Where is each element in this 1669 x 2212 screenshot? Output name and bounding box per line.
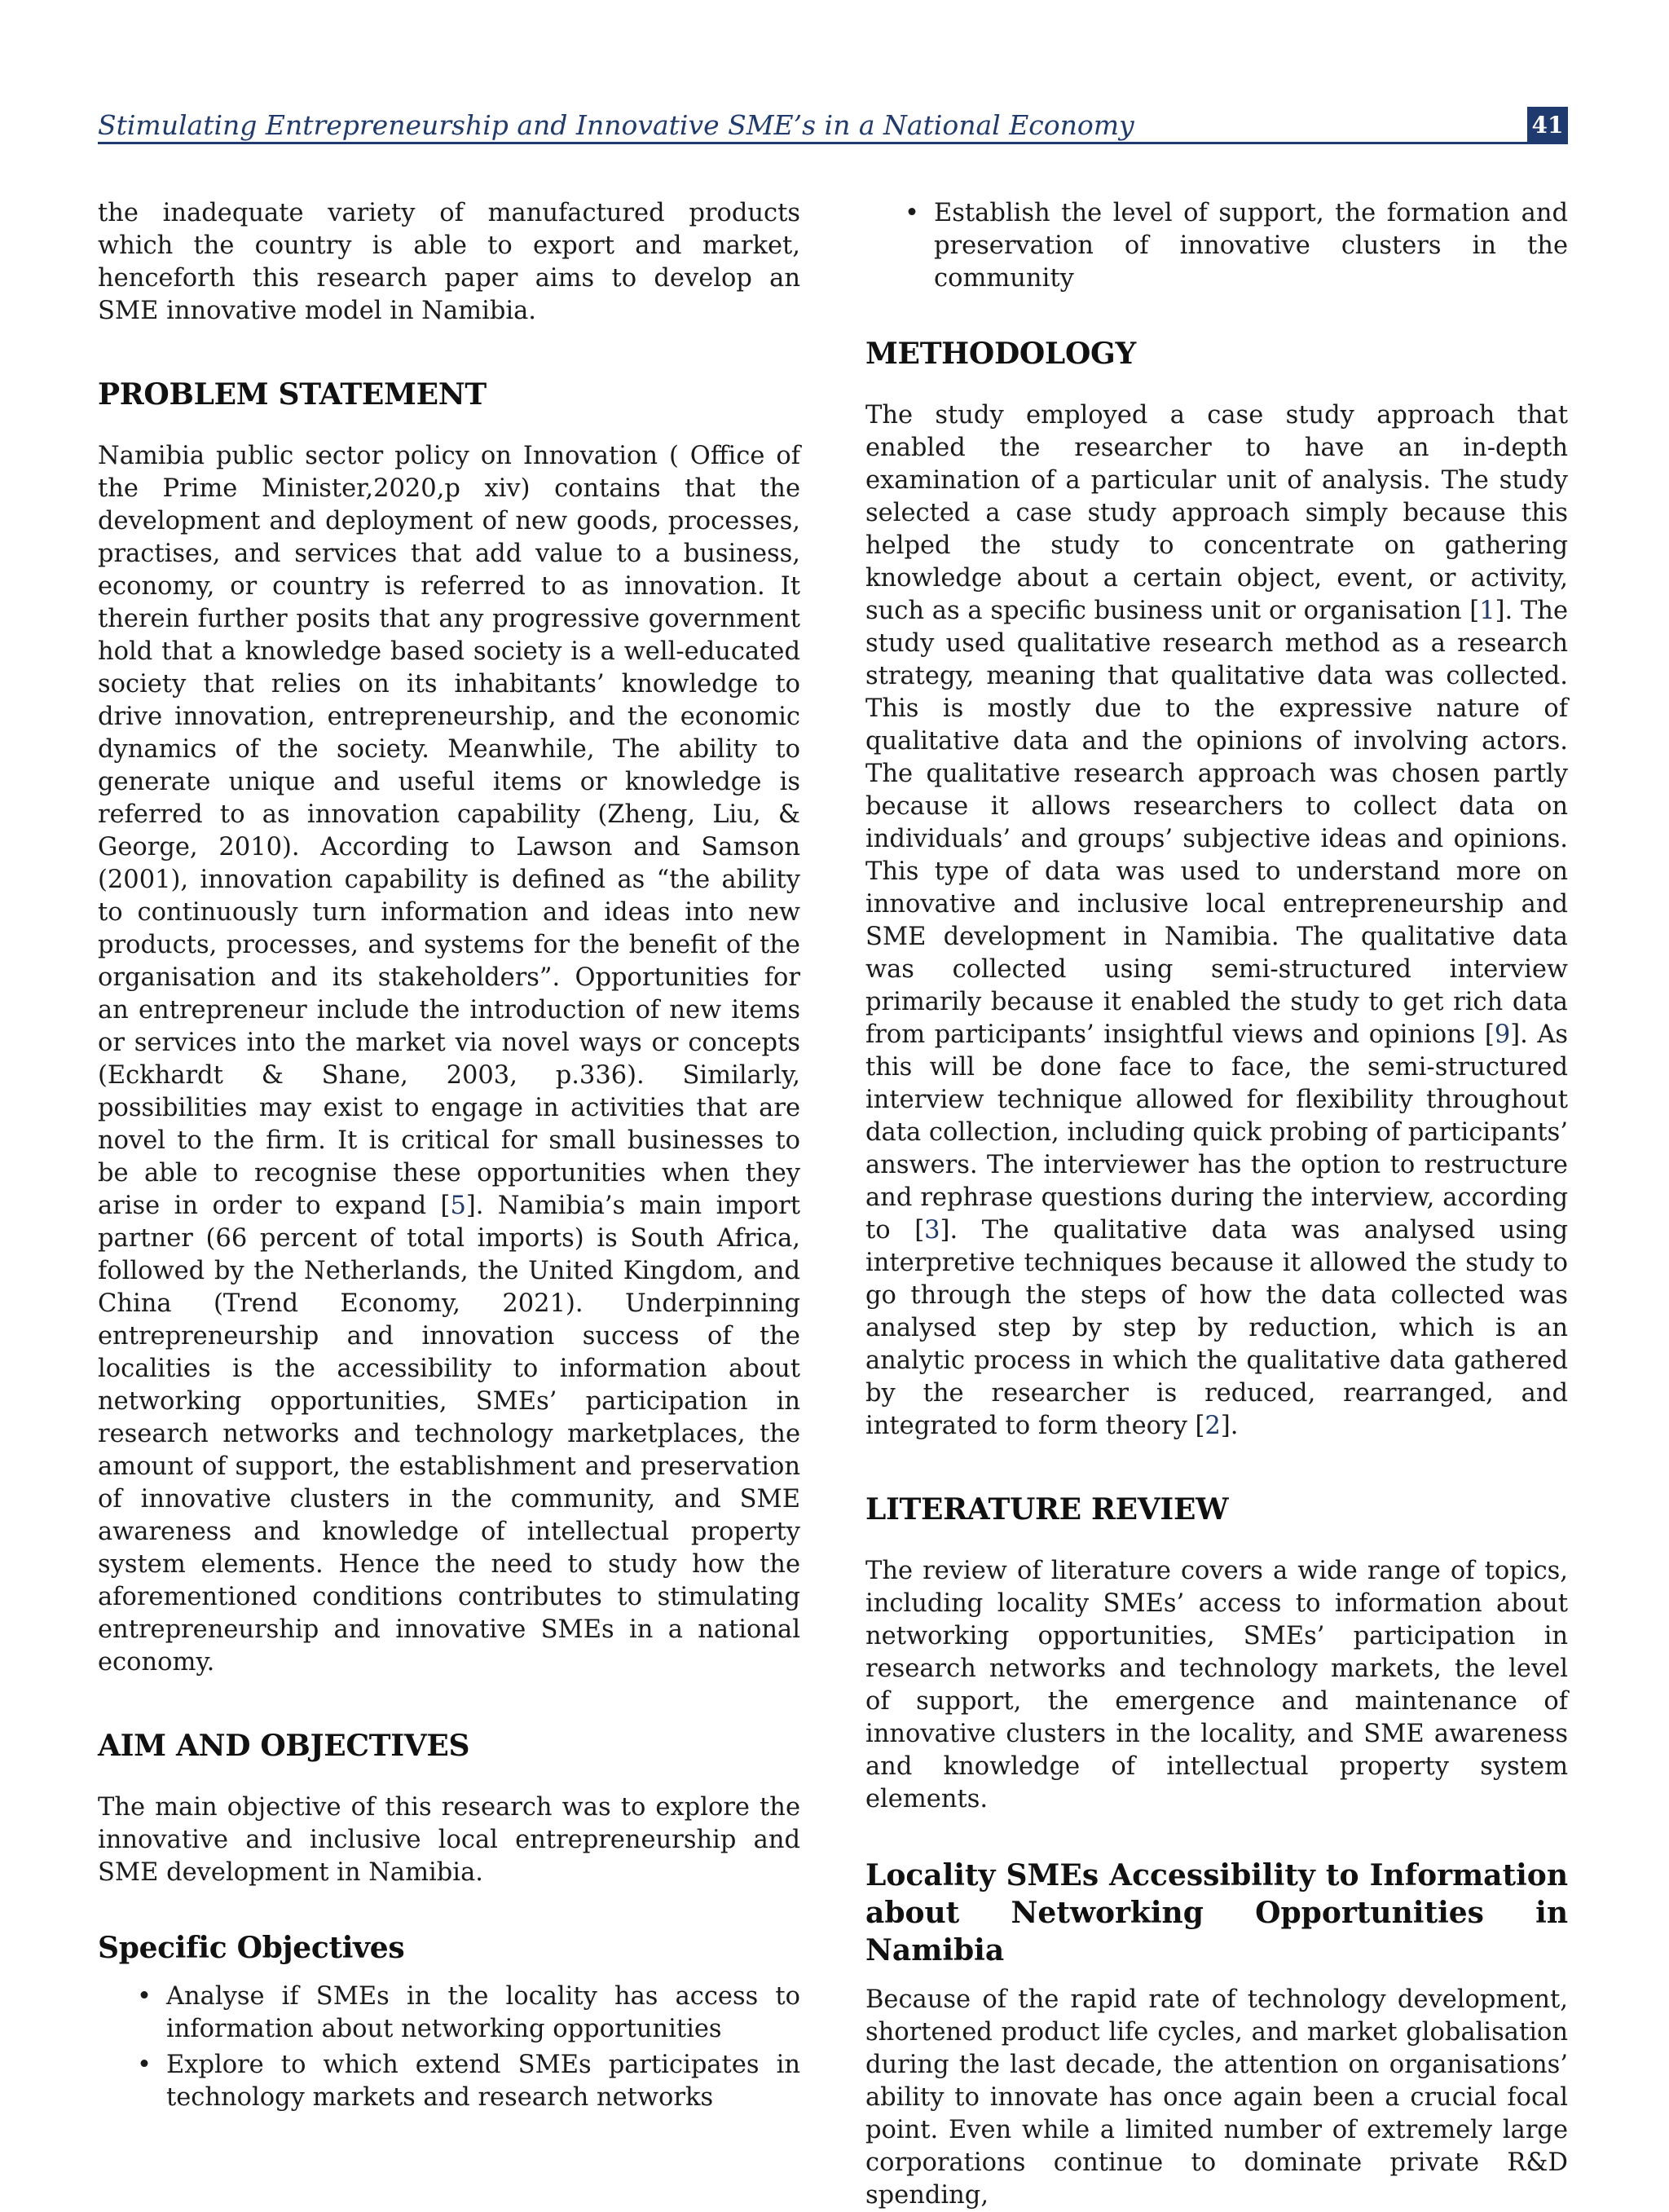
locality-smes-paragraph: Because of the rapid rate of technology development, shortened product life cycles, and market globalisation during the last decade, the attention on organisations’ ability to innovate has once again been a crucial focal point. Even while a limited number of extremely large corporations continue to dominate private R&D spending, [865, 1985, 1568, 2210]
intro-paragraph: the inadequate variety of manufactured products which the country is able to export and market, henceforth this research paper aims to develop an SME innovative model in Namibia. [98, 199, 800, 325]
citation-link[interactable]: 9 [1494, 1020, 1511, 1049]
citation-link[interactable]: 1 [1479, 597, 1495, 625]
problem-statement-heading: PROBLEM STATEMENT [98, 377, 487, 412]
methodology-text-part3: ]. As this will be done face to face, the semi-structured interview technique allowed for flexibility throughout data collection, including quick probing of participants’ answers. The interviewer has the option to restructure and rephrase questions during the interview, according to [ [865, 1020, 1568, 1245]
methodology-text-part1: The study employed a case study approach that enabled the researcher to have an in-depth examination of a particular unit of analysis. The study selected a case study approach simply because this helped the study to concentrate on gathering knowledge about a certain object, event, or activity, such as a specific business unit or organisation [ [865, 401, 1568, 625]
methodology-paragraph [865, 399, 1568, 1443]
list-item [98, 2049, 800, 2114]
problem-text-part2: ]. Namibia’s main import partner (66 percent of total imports) is South Africa, followed by the Netherlands, the United Kingdom, and China (Trend Economy, 2021). Underpinning entrepreneurship and innovation success of the localities is the accessibility to information about networking opportunities, SMEs’ participation in research networks and technology marketplaces, the amount of support, the establishment and preservation of innovative clusters in the community, and SME awareness and knowledge of intellectual property system elements. Hence the need to study how the aforementioned conditions contributes to stimulating entrepreneurship and innovative SMEs in a national economy. [98, 1192, 800, 1677]
left-column [98, 197, 800, 2114]
citation-link[interactable]: 2 [1204, 1412, 1221, 1440]
methodology-text-part5: ]. [1220, 1412, 1239, 1440]
aim-paragraph: The main objective of this research was to explore the innovative and inclusive local entrepreneurship and SME development in Namibia. [98, 1793, 800, 1887]
methodology-text-part4: ]. The qualitative data was analysed using interpretive techniques because it allowed the study to go through the steps of how the data collected was analysed step by step by reduction, which is an analytic process in which the qualitative data gathered by the researcher is reduced, rearranged, and integrated to form theory [ [865, 1216, 1568, 1440]
list-item-text: Establish the level of support, the formation and preservation of innovative clusters in the community [934, 199, 1568, 293]
objectives-list [98, 1981, 800, 2114]
running-header [98, 99, 1568, 144]
bullet-icon: • [137, 1982, 152, 2011]
locality-smes-subheading: Locality SMEs Accessibility to Information about Networking Opportunities in Namibia [865, 1858, 1568, 1967]
bullet-icon: • [905, 199, 919, 227]
specific-objectives-heading: Specific Objectives [98, 1931, 405, 1965]
citation-link[interactable]: 5 [450, 1192, 466, 1220]
citation-link[interactable]: 3 [924, 1216, 940, 1245]
literature-review-heading: LITERATURE REVIEW [865, 1492, 1229, 1527]
page-number: 41 [1527, 107, 1568, 144]
objectives-list-continued [865, 197, 1568, 295]
literature-review-paragraph: The review of literature covers a wide range of topics, including locality SMEs’ access to information about networking opportunities, SMEs’ participation in research networks and technology markets, the level of support, the emergence and maintenance of innovative clusters in the locality, and SME awareness and knowledge of intellectual property system elements. [865, 1557, 1568, 1813]
list-item-text: Analyse if SMEs in the locality has access to information about networking opportunities [166, 1982, 800, 2043]
list-item [865, 197, 1568, 295]
list-item-text: Explore to which extend SMEs participates in technology markets and research networks [166, 2051, 800, 2112]
methodology-heading: METHODOLOGY [865, 337, 1136, 371]
right-column [865, 197, 1568, 2212]
list-item [98, 1981, 800, 2046]
methodology-text-part2: ]. The study used qualitative research method as a research strategy, meaning that qualitative data was collected. This is mostly due to the expressive nature of qualitative data and the opinions of involving actors. The qualitative research approach was chosen partly because it allows researchers to collect data on individuals’ and groups’ subjective ideas and opinions. This type of data was used to understand more on innovative and inclusive local entrepreneurship and SME development in Namibia. The qualitative data was collected using semi-structured interview primarily because it enabled the study to get rich data from participants’ insightful views and opinions [ [865, 597, 1568, 1049]
problem-statement-paragraph [98, 440, 800, 1679]
running-title: Stimulating Entrepreneurship and Innovative SME’s in a National Economy [98, 109, 1134, 141]
problem-text-part1: Namibia public sector policy on Innovation ( Office of the Prime Minister,2020,p xiv) contains that the development and deployment of new goods, processes, practises, and services that add value to a business, economy, or country is referred to as innovation. It therein further posits that any progressive government hold that a knowledge based society is a well-educated society that relies on its inhabitants’ knowledge to drive innovation, entrepreneurship, and the economic dynamics of the society. Meanwhile, The ability to generate unique and useful items or knowledge is referred to as innovation capability (Zheng, Liu, & George, 2010). According to Lawson and Samson (2001), innovation capability is defined as “the ability to continuously turn information and ideas into new products, processes, and systems for the benefit of the organisation and its stakeholders”. Opportunities for an entrepreneur include the introduction of new items or services into the market via novel ways or concepts (Eckhardt & Shane, 2003, p.336). Similarly, possibilities may exist to engage in activities that are novel to the firm. It is critical for small businesses to be able to recognise these opportunities when they arise in order to expand [ [98, 442, 800, 1220]
bullet-icon: • [137, 2051, 152, 2079]
aim-objectives-heading: AIM AND OBJECTIVES [98, 1729, 470, 1763]
